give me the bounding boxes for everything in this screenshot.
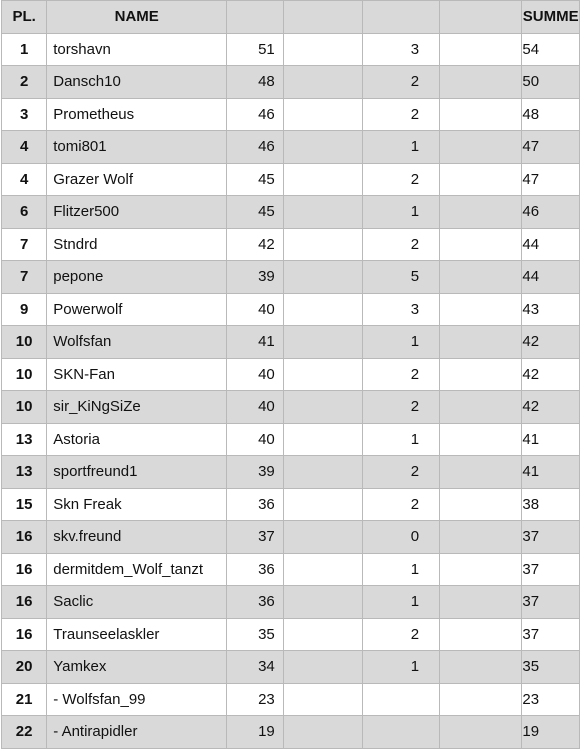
rank-cell: 16 — [2, 618, 47, 651]
bonus-cell: 2 — [362, 358, 439, 391]
name-cell: skv.freund — [47, 521, 227, 554]
points-cell: 51 — [227, 33, 284, 66]
table-row — [2, 488, 580, 521]
points-cell: 41 — [227, 326, 284, 359]
empty-cell — [440, 716, 522, 749]
rank-cell: 20 — [2, 651, 47, 684]
name-cell: Skn Freak — [47, 488, 227, 521]
points-cell: 40 — [227, 358, 284, 391]
empty-cell — [440, 618, 522, 651]
rank-cell: 16 — [2, 521, 47, 554]
name-cell: Traunseelaskler — [47, 618, 227, 651]
empty-cell — [283, 618, 362, 651]
sum-cell: 50 — [522, 66, 580, 99]
sum-cell: 37 — [522, 618, 580, 651]
bonus-cell: 2 — [362, 66, 439, 99]
table-row — [2, 456, 580, 489]
sum-cell: 48 — [522, 98, 580, 131]
empty-cell — [440, 98, 522, 131]
empty-cell — [440, 261, 522, 294]
name-cell: dermitdem_Wolf_tanzt — [47, 553, 227, 586]
empty-cell — [283, 586, 362, 619]
empty-cell — [283, 488, 362, 521]
empty-cell — [440, 33, 522, 66]
bonus-cell: 3 — [362, 293, 439, 326]
table-row — [2, 66, 580, 99]
points-cell: 48 — [227, 66, 284, 99]
name-cell: sir_KiNgSiZe — [47, 391, 227, 424]
sum-cell: 42 — [522, 326, 580, 359]
empty-cell — [440, 228, 522, 261]
points-cell: 36 — [227, 553, 284, 586]
bonus-cell: 1 — [362, 423, 439, 456]
name-cell: - Wolfsfan_99 — [47, 683, 227, 716]
empty-cell — [283, 683, 362, 716]
name-cell: Grazer Wolf — [47, 163, 227, 196]
name-cell: torshavn — [47, 33, 227, 66]
sum-cell: 43 — [522, 293, 580, 326]
empty-cell — [440, 586, 522, 619]
empty-cell — [283, 261, 362, 294]
name-cell: Yamkex — [47, 651, 227, 684]
empty-cell — [440, 293, 522, 326]
points-cell: 23 — [227, 683, 284, 716]
rank-cell: 10 — [2, 358, 47, 391]
points-cell: 42 — [227, 228, 284, 261]
bonus-cell: 5 — [362, 261, 439, 294]
bonus-cell: 1 — [362, 586, 439, 619]
table-row — [2, 521, 580, 554]
empty-cell — [283, 521, 362, 554]
rank-cell: 13 — [2, 456, 47, 489]
empty-cell — [440, 66, 522, 99]
empty-cell — [283, 651, 362, 684]
header-bonus — [362, 1, 439, 34]
empty-cell — [283, 293, 362, 326]
points-cell: 45 — [227, 196, 284, 229]
bonus-cell: 1 — [362, 553, 439, 586]
empty-cell — [440, 326, 522, 359]
name-cell: pepone — [47, 261, 227, 294]
bonus-cell: 2 — [362, 618, 439, 651]
rank-cell: 16 — [2, 553, 47, 586]
table-row — [2, 716, 580, 749]
points-cell: 36 — [227, 488, 284, 521]
table-row — [2, 553, 580, 586]
bonus-cell: 2 — [362, 488, 439, 521]
points-cell: 19 — [227, 716, 284, 749]
table-row — [2, 293, 580, 326]
rank-cell: 21 — [2, 683, 47, 716]
empty-cell — [283, 456, 362, 489]
points-cell: 46 — [227, 98, 284, 131]
bonus-cell: 0 — [362, 521, 439, 554]
points-cell: 37 — [227, 521, 284, 554]
bonus-cell: 2 — [362, 163, 439, 196]
name-cell: SKN-Fan — [47, 358, 227, 391]
name-cell: Wolfsfan — [47, 326, 227, 359]
sum-cell: 47 — [522, 163, 580, 196]
empty-cell — [440, 683, 522, 716]
empty-cell — [283, 391, 362, 424]
rank-cell: 7 — [2, 261, 47, 294]
table-row — [2, 131, 580, 164]
empty-cell — [440, 163, 522, 196]
rank-cell: 13 — [2, 423, 47, 456]
rank-cell: 16 — [2, 586, 47, 619]
table-row — [2, 683, 580, 716]
header-name: NAME — [47, 1, 227, 34]
bonus-cell: 1 — [362, 196, 439, 229]
bonus-cell: 1 — [362, 131, 439, 164]
empty-cell — [283, 66, 362, 99]
points-cell: 34 — [227, 651, 284, 684]
empty-cell — [440, 488, 522, 521]
bonus-cell: 1 — [362, 651, 439, 684]
bonus-cell — [362, 716, 439, 749]
sum-cell: 19 — [522, 716, 580, 749]
empty-cell — [283, 33, 362, 66]
table-row — [2, 261, 580, 294]
name-cell: Astoria — [47, 423, 227, 456]
table-row — [2, 586, 580, 619]
empty-cell — [283, 98, 362, 131]
empty-cell — [283, 326, 362, 359]
name-cell: - Antirapidler — [47, 716, 227, 749]
table-row — [2, 196, 580, 229]
empty-cell — [440, 196, 522, 229]
bonus-cell: 2 — [362, 98, 439, 131]
name-cell: Powerwolf — [47, 293, 227, 326]
rank-cell: 7 — [2, 228, 47, 261]
bonus-cell: 2 — [362, 456, 439, 489]
bonus-cell: 2 — [362, 228, 439, 261]
bonus-cell: 3 — [362, 33, 439, 66]
table-row — [2, 423, 580, 456]
empty-cell — [283, 196, 362, 229]
header-rank: PL. — [2, 1, 47, 34]
empty-cell — [440, 391, 522, 424]
rank-cell: 3 — [2, 98, 47, 131]
table-row — [2, 618, 580, 651]
name-cell: Saclic — [47, 586, 227, 619]
sum-cell: 42 — [522, 358, 580, 391]
empty-cell — [440, 456, 522, 489]
empty-cell — [283, 131, 362, 164]
empty-cell — [440, 651, 522, 684]
empty-cell — [440, 423, 522, 456]
table-row — [2, 98, 580, 131]
empty-cell — [283, 553, 362, 586]
name-cell: tomi801 — [47, 131, 227, 164]
name-cell: Stndrd — [47, 228, 227, 261]
points-cell: 46 — [227, 131, 284, 164]
header-empty-1 — [283, 1, 362, 34]
sum-cell: 37 — [522, 553, 580, 586]
sum-cell: 35 — [522, 651, 580, 684]
rank-cell: 4 — [2, 163, 47, 196]
sum-cell: 38 — [522, 488, 580, 521]
points-cell: 40 — [227, 293, 284, 326]
sum-cell: 46 — [522, 196, 580, 229]
bonus-cell: 2 — [362, 391, 439, 424]
points-cell: 40 — [227, 391, 284, 424]
empty-cell — [440, 553, 522, 586]
bonus-cell: 1 — [362, 326, 439, 359]
table-row — [2, 391, 580, 424]
rank-cell: 1 — [2, 33, 47, 66]
points-cell: 35 — [227, 618, 284, 651]
rank-cell: 9 — [2, 293, 47, 326]
table-row — [2, 228, 580, 261]
table-row — [2, 33, 580, 66]
name-cell: sportfreund1 — [47, 456, 227, 489]
empty-cell — [283, 228, 362, 261]
rank-cell: 15 — [2, 488, 47, 521]
rank-cell: 10 — [2, 391, 47, 424]
rank-cell: 6 — [2, 196, 47, 229]
standings-table — [1, 0, 580, 749]
sum-cell: 37 — [522, 586, 580, 619]
bonus-cell — [362, 683, 439, 716]
points-cell: 39 — [227, 261, 284, 294]
name-cell: Prometheus — [47, 98, 227, 131]
empty-cell — [440, 131, 522, 164]
name-cell: Dansch10 — [47, 66, 227, 99]
table-row — [2, 358, 580, 391]
empty-cell — [283, 716, 362, 749]
name-cell: Flitzer500 — [47, 196, 227, 229]
table-row — [2, 651, 580, 684]
empty-cell — [283, 358, 362, 391]
rank-cell: 2 — [2, 66, 47, 99]
empty-cell — [440, 521, 522, 554]
sum-cell: 54 — [522, 33, 580, 66]
sum-cell: 42 — [522, 391, 580, 424]
empty-cell — [440, 358, 522, 391]
sum-cell: 47 — [522, 131, 580, 164]
rank-cell: 22 — [2, 716, 47, 749]
rank-cell: 10 — [2, 326, 47, 359]
sum-cell: 23 — [522, 683, 580, 716]
sum-cell: 41 — [522, 423, 580, 456]
header-points — [227, 1, 284, 34]
sum-cell: 37 — [522, 521, 580, 554]
empty-cell — [283, 163, 362, 196]
sum-cell: 41 — [522, 456, 580, 489]
table-header-row — [2, 1, 580, 34]
table-body — [2, 33, 580, 748]
sum-cell: 44 — [522, 228, 580, 261]
header-sum: SUMME — [522, 1, 580, 34]
sum-cell: 44 — [522, 261, 580, 294]
points-cell: 36 — [227, 586, 284, 619]
points-cell: 39 — [227, 456, 284, 489]
header-empty-2 — [440, 1, 522, 34]
empty-cell — [283, 423, 362, 456]
points-cell: 45 — [227, 163, 284, 196]
rank-cell: 4 — [2, 131, 47, 164]
points-cell: 40 — [227, 423, 284, 456]
table-row — [2, 326, 580, 359]
table-row — [2, 163, 580, 196]
